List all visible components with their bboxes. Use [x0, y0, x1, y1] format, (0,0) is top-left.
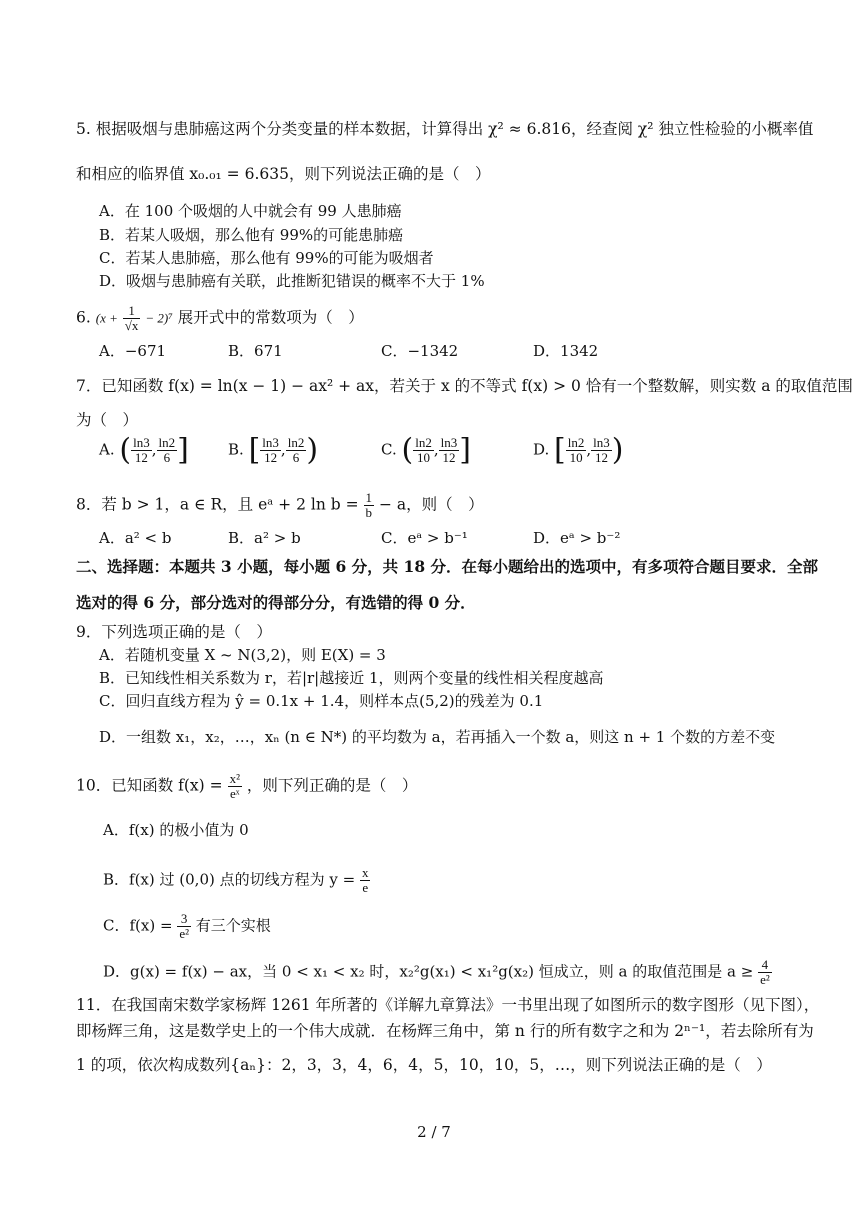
q11-stem-line3: 1 的项，依次构成数列{aₙ}：2，3，3，4，6，4，5，10，10，5，…，则下列说法正确的是（ ） [76, 1056, 772, 1074]
q6-tail: 展开式中的常数项为（ ） [177, 308, 364, 327]
q7-a-d2: 6 [163, 450, 171, 465]
q7-b-frac2 [286, 436, 307, 465]
q8-option-a: A．a² < b [99, 529, 172, 547]
q5-stem-line1: 5. 根据吸烟与患肺癌这两个分类变量的样本数据，计算得出 χ² ≈ 6.816，经查阅 χ² 独立性检验的小概率值 [76, 120, 814, 138]
q7-a-right: ] [177, 432, 189, 468]
q7-d-left: [ [554, 432, 566, 468]
q10-option-d-text: D．g(x) = f(x) − ax，当 0 < x₁ < x₂ 时，x₂²g(x₁) < x₁²g(x₂) 恒成立，则 a 的取值范围是 a ≥ [103, 962, 754, 981]
q10-fraction [228, 772, 242, 801]
q5-option-d: D．吸烟与患肺癌有关联，此推断犯错误的概率不大于 1% [99, 272, 485, 290]
q6-number: 6. [76, 308, 91, 327]
q10-frac-num: x² [229, 771, 240, 786]
q7-a-frac1 [131, 436, 152, 465]
q6-option-c: C．−1342 [381, 342, 459, 360]
q10-option-b-text: B．f(x) 过 (0,0) 点的切线方程为 y = [103, 870, 356, 889]
q7-c-frac2 [439, 436, 460, 465]
q7-b-n2: ln2 [287, 435, 305, 450]
q8-fraction [364, 491, 375, 520]
q8-stem-post: − a，则（ ） [378, 495, 484, 514]
q8-frac-den: b [365, 505, 373, 520]
q11-stem-line1: 11．在我国南宋数学家杨辉 1261 年所著的《详解九章算法》一书里出现了如图所示的数字图形（见下图）， [76, 996, 820, 1014]
q10-c-den: e² [179, 926, 189, 941]
q6-option-d: D．1342 [533, 342, 599, 360]
q7-d-n2: ln3 [593, 435, 610, 450]
q7-d-frac2 [591, 436, 612, 465]
q9-stem: 9．下列选项正确的是（ ） [76, 623, 272, 641]
q10-stem [76, 772, 417, 801]
q10-option-a: A．f(x) 的极小值为 0 [103, 821, 249, 839]
q8-option-b: B．a² > b [228, 529, 301, 547]
q7-c-d1: 10 [417, 450, 431, 465]
q6-expr-post: − 2)⁷ [145, 310, 173, 326]
q7-c-d2: 12 [442, 450, 456, 465]
q10-stem-pre: 10．已知函数 f(x) = [76, 776, 223, 795]
q5-stem-line2: 和相应的临界值 x₀.₀₁ = 6.635，则下列说法正确的是（ ） [76, 165, 491, 183]
q10-option-c-fraction [177, 912, 191, 941]
q7-option-a: A. ( $\frac{\ln 3}{12}$ , $\frac{\ln 2}{6}$ ] [99, 432, 189, 468]
q7-c-right: ] [459, 432, 471, 468]
q7-a-left: ( [119, 432, 132, 468]
q8-option-c: C．eᵃ > b⁻¹ [381, 529, 468, 547]
q7-stem-line2: 为（ ） [76, 411, 139, 429]
q9-option-d: D．一组数 x₁，x₂，…，xₙ (n ∈ N*) 的平均数为 a，若再插入一个数 a，则这 n + 1 个数的方差不变 [99, 728, 776, 746]
q7-d-frac1 [566, 436, 587, 465]
q7-b-frac1 [260, 436, 281, 465]
q7-stem-line1: 7．已知函数 f(x) = ln(x − 1) − ax² + ax，若关于 x 的不等式 f(x) > 0 恰有一个整数解，则实数 a 的取值范围 [76, 377, 853, 395]
q7-option-d: D. [ $\frac{\ln 2}{10}$ , $\frac{\ln 3}{12}$ ) [533, 432, 624, 468]
q10-stem-post: ，则下列正确的是（ ） [246, 776, 418, 795]
q7-d-n1: ln2 [567, 435, 585, 450]
q7-option-c: C. ( $\frac{\ln 2}{10}$ , $\frac{\ln 3}{12}$ ] [381, 432, 471, 468]
q7-option-b: B. [ $\frac{\ln 3}{12}$ , $\frac{\ln 2}{6}$ ) [228, 432, 319, 468]
q6-stem [76, 304, 364, 333]
q6-frac-den: √x [124, 318, 139, 333]
q7-d-right: ) [611, 432, 624, 468]
q10-option-c-text: C．f(x) = [103, 916, 173, 935]
q7-option-a-label: A. [99, 440, 115, 459]
page-number: 2 / 7 [417, 1123, 451, 1141]
q6-option-b: B．671 [228, 342, 283, 360]
q5-option-c: C．若某人患肺癌，那么他有 99%的可能为吸烟者 [99, 249, 434, 267]
q7-option-d-label: D. [533, 440, 550, 459]
section2-heading-line1: 二、选择题：本题共 3 小题，每小题 6 分，共 18 分．在每小题给出的选项中，有多项符合题目要求．全部 [76, 557, 819, 576]
q7-a-d1: 12 [134, 450, 148, 465]
q8-stem [76, 491, 484, 520]
q7-option-c-label: C. [381, 440, 397, 459]
q7-c-n1: ln2 [415, 435, 432, 450]
q7-d-d1: 10 [569, 450, 583, 465]
q5-option-a: A．在 100 个吸烟的人中就会有 99 人患肺癌 [99, 202, 402, 220]
q7-b-d2: 6 [292, 450, 300, 465]
q10-b-num: x [361, 865, 369, 880]
q6-frac-num: 1 [123, 304, 141, 319]
q10-option-d [103, 958, 772, 987]
section2-heading-line2: 选对的得 6 分，部分选对的得部分分，有选错的得 0 分． [76, 593, 476, 612]
q7-b-d1: 12 [264, 450, 278, 465]
q7-option-b-label: B. [228, 440, 244, 459]
q7-d-d2: 12 [594, 450, 608, 465]
q10-d-den: e² [760, 972, 770, 987]
q10-option-c [103, 912, 271, 941]
q9-option-a: A．若随机变量 X ~ N(3,2)，则 E(X) = 3 [99, 646, 386, 664]
q8-frac-num: 1 [365, 490, 373, 505]
q10-option-d-fraction [758, 958, 772, 987]
q6-expr-pre: (x + [95, 310, 118, 326]
q7-a-frac2 [157, 436, 178, 465]
q9-option-c: C．回归直线方程为 ŷ = 0.1x + 1.4，则样本点(5,2)的残差为 0.1 [99, 692, 544, 710]
q7-b-right: ) [306, 432, 319, 468]
q7-a-n2: ln2 [158, 435, 176, 450]
q7-c-left: ( [401, 432, 414, 468]
q7-c-frac1 [413, 436, 434, 465]
q7-c-n2: ln3 [440, 435, 458, 450]
q10-option-c-tail: 有三个实根 [195, 916, 271, 935]
q8-stem-pre: 8．若 b > 1，a ∈ R，且 eᵃ + 2 ln b = [76, 495, 359, 514]
q10-c-num: 3 [177, 912, 191, 927]
q11-stem-line2: 即杨辉三角，这是数学史上的一个伟大成就．在杨辉三角中，第 n 行的所有数字之和为 2ⁿ⁻¹，若去除所有为 [76, 1022, 814, 1040]
q9-option-b: B．已知线性相关系数为 r，若|r|越接近 1，则两个变量的线性相关程度越高 [99, 669, 604, 687]
q7-a-n1: ln3 [133, 435, 150, 450]
q10-option-b-fraction [360, 866, 371, 895]
q6-fraction [123, 304, 141, 333]
q10-frac-den: eˣ [230, 786, 240, 801]
q7-b-n1: ln3 [262, 435, 279, 450]
q6-option-a: A．−671 [99, 342, 167, 360]
q10-option-b [103, 866, 370, 895]
q10-d-num: 4 [758, 958, 772, 973]
q10-b-den: e [362, 880, 369, 895]
q8-option-d: D．eᵃ > b⁻² [533, 529, 621, 547]
q7-b-left: [ [248, 432, 261, 468]
q5-option-b: B．若某人吸烟，那么他有 99%的可能患肺癌 [99, 226, 404, 244]
